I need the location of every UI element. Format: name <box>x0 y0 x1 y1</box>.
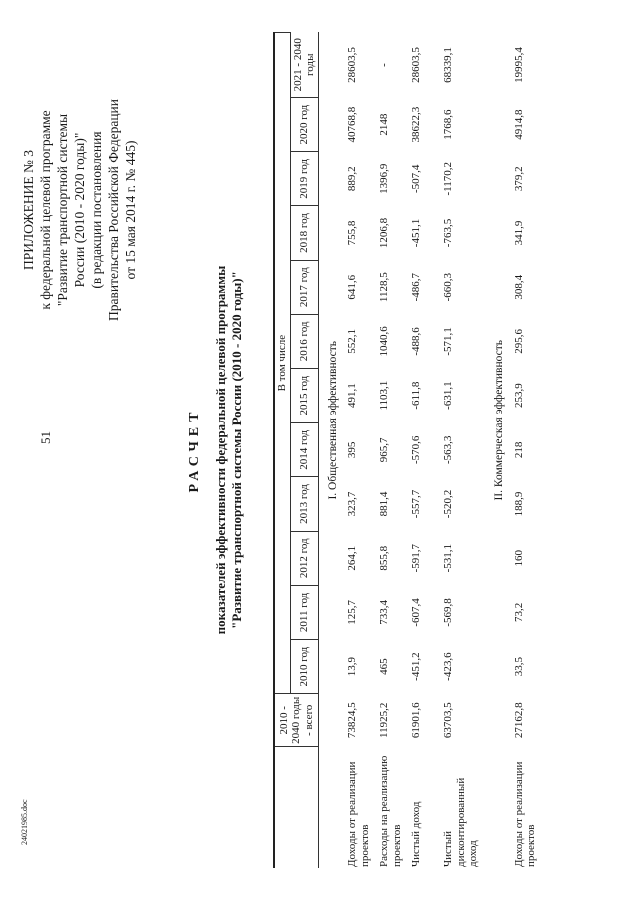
subtitle-line: "Развитие транспортной системы России (2010 - 2020 годы)" <box>229 271 244 629</box>
table-cell: 855,8 <box>378 545 390 571</box>
table-cell: 264,1 <box>346 545 358 571</box>
table-cell: 755,8 <box>346 220 358 246</box>
year-header: 2010 год <box>290 640 318 694</box>
row-label: Чистый дисконтированный доход <box>442 777 479 867</box>
table-cell: 395 <box>346 441 358 459</box>
subtitle-line: показателей эффективности федеральной целевой программы <box>213 265 228 635</box>
table-cell: -611,8 <box>410 381 422 410</box>
appendix-line: "Развитие транспортной системы <box>55 113 70 307</box>
table-cell: 188,9 <box>512 491 525 517</box>
table-cell: -607,4 <box>410 598 422 627</box>
table-cell: 28603,5 <box>410 47 422 83</box>
table-cell: 125,7 <box>346 600 358 625</box>
table-cell: 1103,1 <box>378 380 390 411</box>
appendix-header <box>20 45 139 375</box>
appendix-line: России (2010 - 2020 годы)" <box>72 132 87 288</box>
table-cell: 33,5 <box>512 657 525 677</box>
table-cell: 40768,8 <box>346 106 358 143</box>
group-header: В том числе <box>274 33 290 694</box>
table-cell: - <box>378 63 390 67</box>
table-cell: 61901,6 <box>410 702 422 739</box>
table-cell: 19995,4 <box>512 47 525 83</box>
table-cell: 2148 <box>378 113 390 136</box>
table-body <box>318 33 542 869</box>
table-header <box>274 33 318 869</box>
year-header: 2013 год <box>290 477 318 531</box>
table-cell: 308,4 <box>512 274 525 300</box>
section-title: I. Общественная эффективность <box>326 340 339 500</box>
year-header: 2012 год <box>290 531 318 585</box>
year-header: 2014 год <box>290 423 318 477</box>
table-cell: 1040,6 <box>378 326 390 357</box>
table-cell: 218 <box>512 441 525 459</box>
table-cell: -451,2 <box>410 652 422 681</box>
table-row <box>343 33 375 869</box>
section-title: II. Коммерческая эффективность <box>493 339 505 501</box>
table-cell: -763,5 <box>442 218 454 248</box>
row-label: Чистый доход <box>410 801 422 867</box>
table-cell: -1170,2 <box>442 162 454 196</box>
table-cell: 1396,9 <box>378 163 390 194</box>
table-cell: -488,6 <box>410 327 422 356</box>
rotated-page-content <box>10 30 620 870</box>
year-header: 2020 год <box>290 97 318 151</box>
total-column-header: 2010 - 2040 годы - всего <box>274 694 318 747</box>
year-header: 2021 - 2040 годы <box>290 33 318 98</box>
appendix-line: к федеральной целевой программе <box>38 110 53 310</box>
table-cell: -570,6 <box>410 435 422 465</box>
table-cell: 63703,5 <box>442 702 454 739</box>
table-cell: 4914,8 <box>512 109 525 140</box>
year-header: 2019 год <box>290 152 318 206</box>
table-cell: -631,1 <box>442 381 454 410</box>
table-cell: 341,9 <box>512 220 525 246</box>
table-cell: 68339,1 <box>442 47 454 83</box>
table-cell: -486,7 <box>410 272 422 302</box>
table-cell: -660,3 <box>442 272 454 302</box>
efficiency-table <box>273 32 542 868</box>
table-cell: 552,1 <box>346 329 358 354</box>
table-cell: -520,2 <box>442 489 454 519</box>
table-cell: 379,2 <box>512 166 525 192</box>
row-label: Расходы на реализацию проектов <box>378 755 403 867</box>
table-cell: 1768,6 <box>442 109 454 140</box>
table-cell: -507,4 <box>410 164 422 193</box>
section-row <box>485 33 510 869</box>
appendix-line: от 15 мая 2014 г. № 445) <box>123 140 138 280</box>
table-row <box>439 33 485 869</box>
table-cell: 1206,8 <box>378 217 390 249</box>
year-header: 2018 год <box>290 206 318 260</box>
table-cell: 27162,8 <box>512 702 525 739</box>
row-label: Доходы от реализации проектов <box>346 761 371 867</box>
table-cell: 11925,2 <box>378 702 390 738</box>
table-cell: 28603,5 <box>346 47 358 83</box>
year-header: 2017 год <box>290 260 318 314</box>
row-label: Доходы от реализации проектов <box>512 761 537 867</box>
table-row <box>510 33 542 869</box>
year-header: 2016 год <box>290 314 318 368</box>
table-cell: -571,1 <box>442 327 454 356</box>
table-cell: 13,9 <box>346 657 358 677</box>
table-cell: 465 <box>378 658 390 675</box>
table-cell: 491,1 <box>346 383 358 408</box>
table-cell: 881,4 <box>378 491 390 517</box>
table-cell: 733,4 <box>378 600 390 625</box>
table-cell: 160 <box>512 549 525 567</box>
label-column-header <box>274 747 318 868</box>
table-cell: -423,6 <box>442 652 454 681</box>
appendix-title: ПРИЛОЖЕНИЕ № 3 <box>21 149 36 271</box>
file-name: 24021985.doc <box>20 799 29 845</box>
table-cell: 38622,3 <box>410 106 422 143</box>
table-row <box>407 33 439 869</box>
table-cell: 73,2 <box>512 602 525 623</box>
year-header: 2015 год <box>290 369 318 423</box>
appendix-line: (в редакции постановления <box>89 131 104 289</box>
appendix-line: Правительства Российской Федерации <box>106 99 121 321</box>
table-cell: 295,6 <box>512 329 525 354</box>
page-number: 51 <box>38 431 53 444</box>
year-header: 2011 год <box>290 585 318 639</box>
table-cell: -557,7 <box>410 489 422 519</box>
document-subtitle <box>213 30 245 870</box>
document-title: РАСЧЕТ <box>187 407 202 493</box>
table-cell: 1128,5 <box>378 272 390 303</box>
table-cell: 323,7 <box>346 491 358 517</box>
table-cell: -451,1 <box>410 218 422 248</box>
table-cell: 641,6 <box>346 274 358 300</box>
table-cell: 253,9 <box>512 383 525 408</box>
table-cell: -569,8 <box>442 598 454 627</box>
table-cell: -531,1 <box>442 544 454 573</box>
table-cell: -591,7 <box>410 544 422 573</box>
table-cell: 73824,5 <box>346 702 358 739</box>
table-cell: -563,3 <box>442 435 454 465</box>
table-cell: 965,7 <box>378 437 390 463</box>
table-cell: 889,2 <box>346 166 358 192</box>
table-row <box>375 33 407 869</box>
section-row <box>318 33 343 869</box>
